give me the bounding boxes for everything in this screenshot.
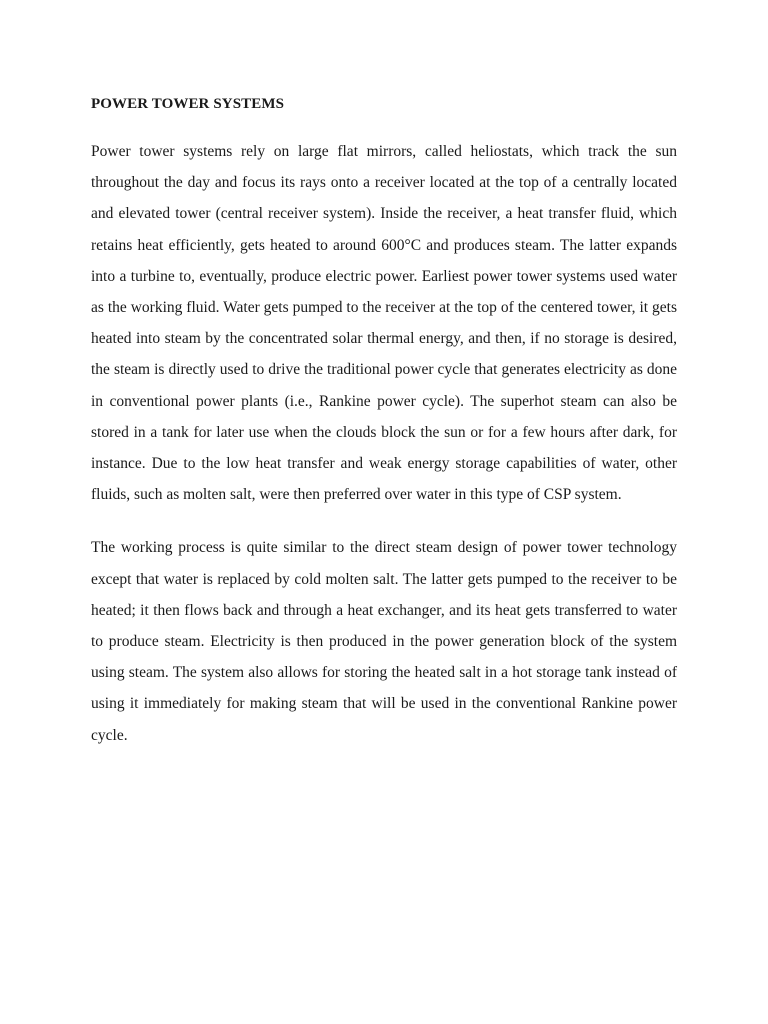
paragraph-heliostats: Power tower systems rely on large flat mirrors, called heliostats, which track the sun throughout the day and focus its rays onto a receiver located at the top of a centrally located and elevated tower (central receiver system). Inside the receiver, a heat transfer fluid, which retains heat efficiently, gets heated to around 600°C and produces steam. The latter expands into a turbine to, eventually, produce electric power. Earliest power tower systems used water as the working fluid. Water gets pumped to the receiver at the top of the centered tower, it gets heated into steam by the concentrated solar thermal energy, and then, if no storage is desired, the steam is directly used to drive the traditional power cycle that generates electricity as done in conventional power plants (i.e., Rankine power cycle). The superhot steam can also be stored in a tank for later use when the clouds block the sun or for a few hours after dark, for instance. Due to the low heat transfer and weak energy storage capabilities of water, other fluids, such as molten salt, were then preferred over water in this type of CSP system. xyxy=(91,143,677,504)
paragraph-molten-salt: The working process is quite similar to the direct steam design of power tower technology except that water is replaced by cold molten salt. The latter gets pumped to the receiver to be heated; it then flows back and through a heat exchanger, and its heat gets transferred to water to produce steam. Electricity is then produced in the power generation block of the system using steam. The system also allows for storing the heated salt in a hot storage tank instead of using it immediately for making steam that will be used in the conventional Rankine power cycle. xyxy=(91,539,677,744)
section-heading: POWER TOWER SYSTEMS xyxy=(91,96,285,112)
document-body xyxy=(91,92,677,773)
